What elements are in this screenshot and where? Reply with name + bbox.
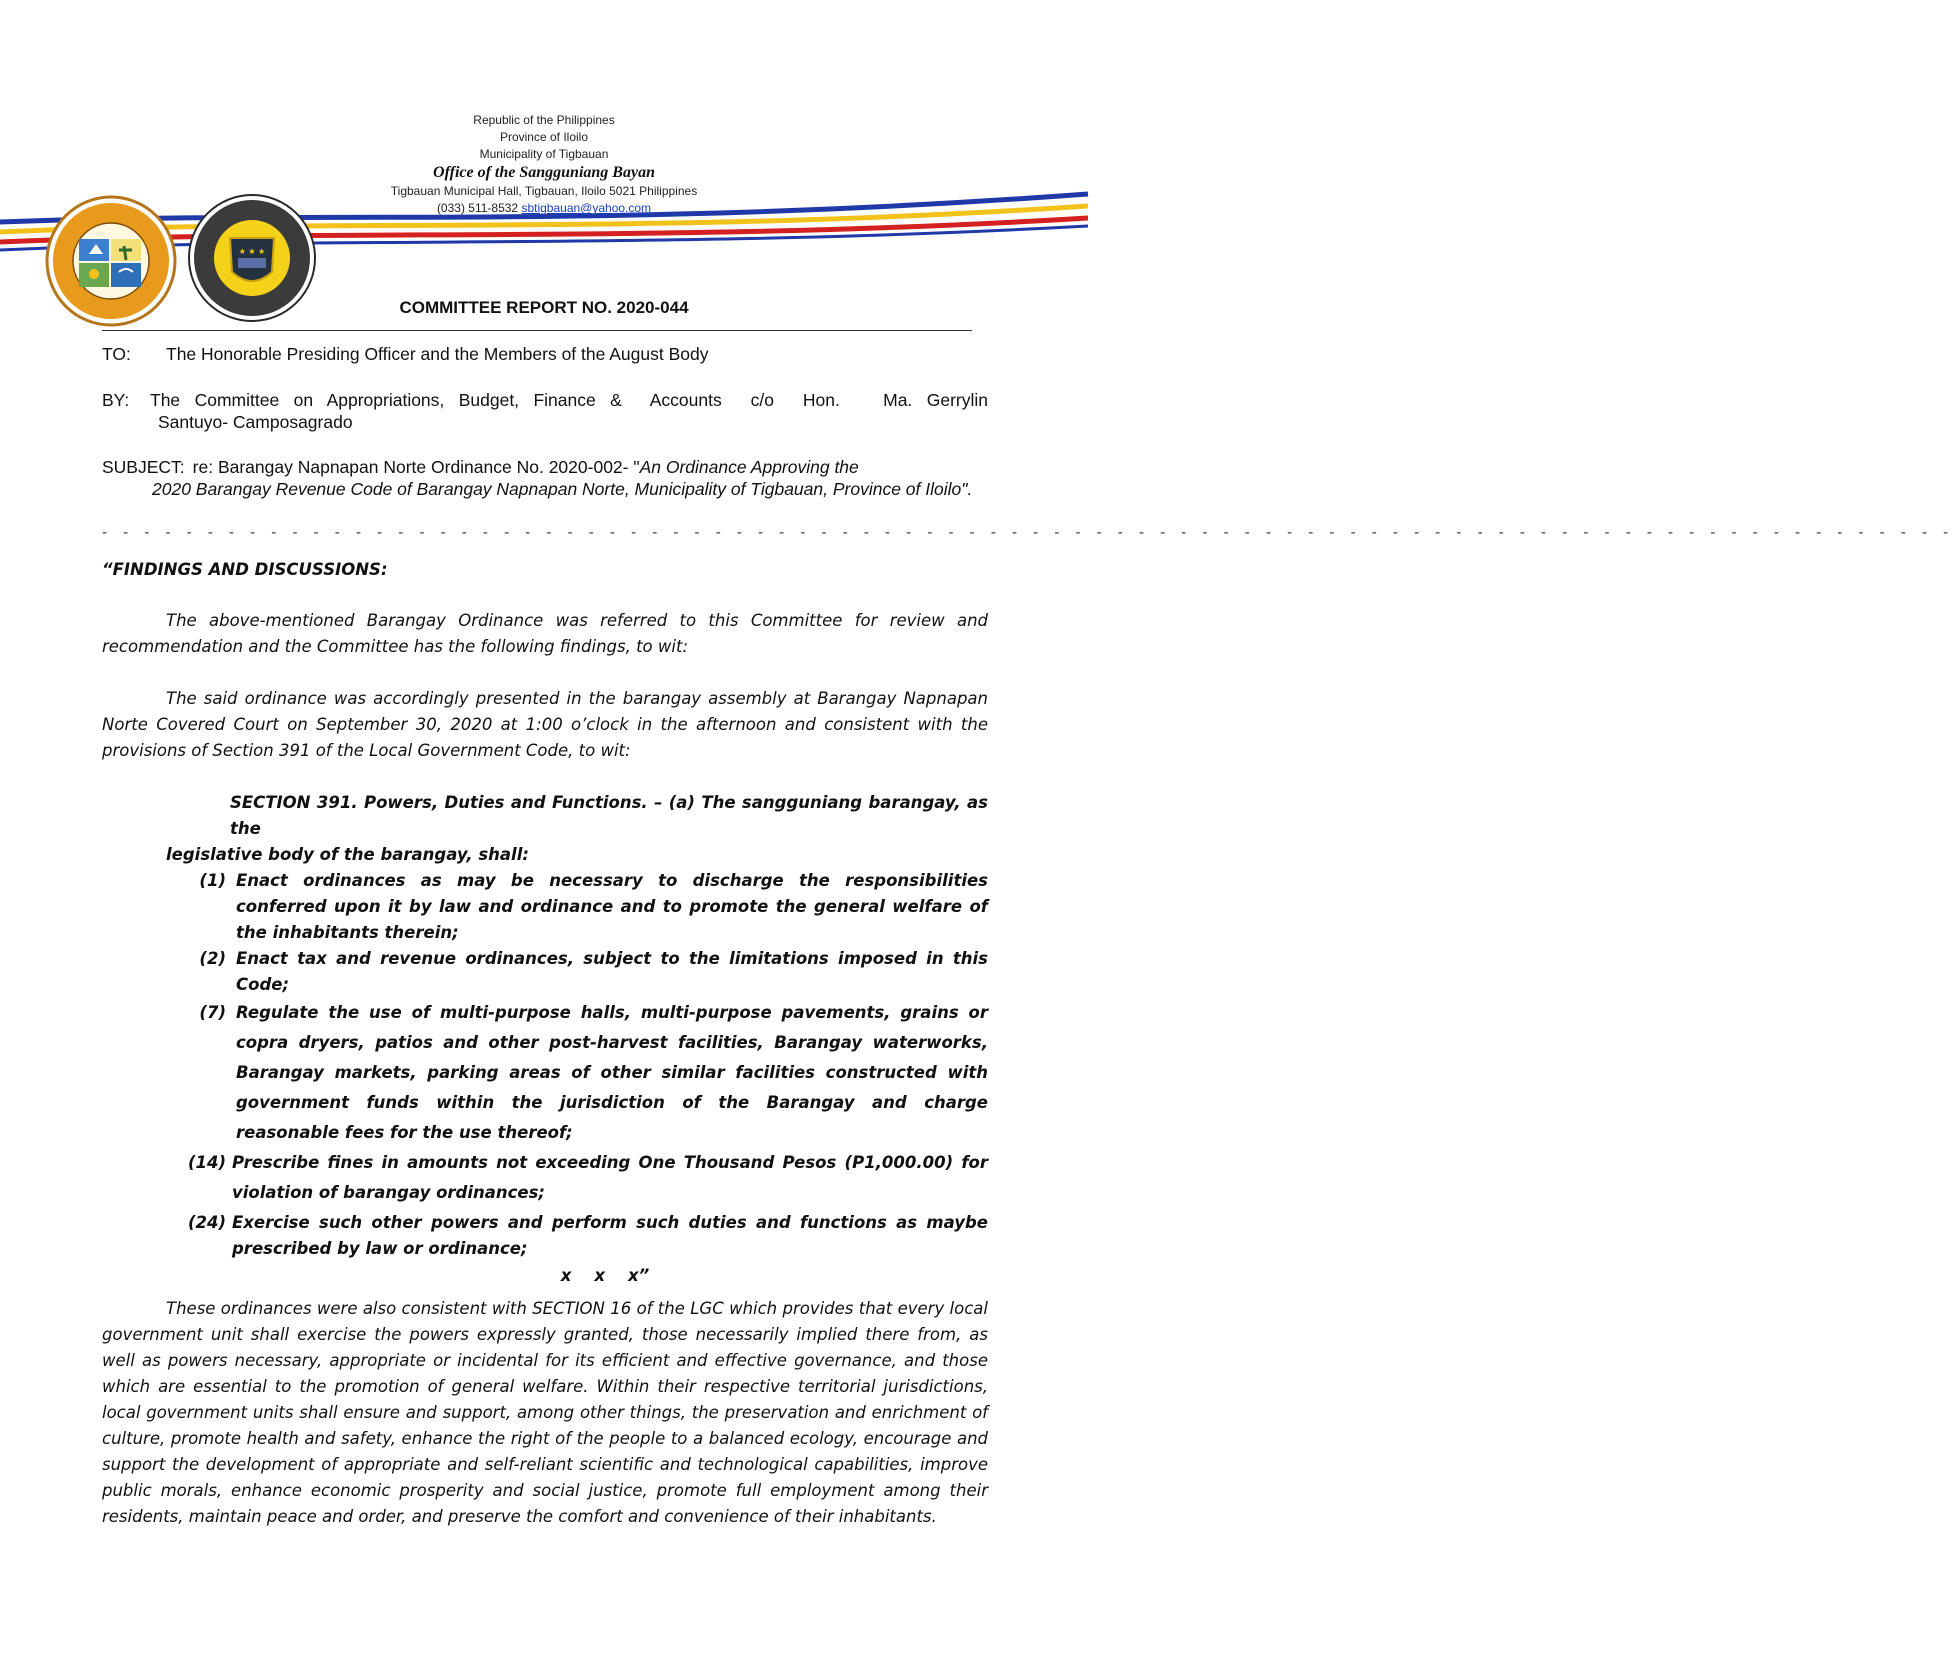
letterhead-office: Office of the Sangguniang Bayan xyxy=(433,164,655,181)
subject-line xyxy=(102,456,988,478)
memo-by xyxy=(102,389,988,433)
letterhead-phone: (033) 511-8532 xyxy=(436,201,519,215)
letterhead-address: Tigbauan Municipal Hall, Tigbauan, Iloilo 5021 Philippines xyxy=(390,184,698,198)
item-number: (2) xyxy=(199,949,226,968)
to-text: The Honorable Presiding Officer and the Members of the August Body xyxy=(166,344,709,364)
subject-label: SUBJECT: xyxy=(102,457,185,477)
item-text: Regulate the use of multi-purpose halls, multi-purpose pavements, grains or copra dryers, patios and other post-harvest facilities, Barangay waterworks, Barangay markets, parking areas of other similar facilities constructed with government funds within the jurisdiction of the Barangay and charge reasonable fees for the use thereof; xyxy=(236,1003,988,1142)
item-text: Enact tax and revenue ordinances, subject to the limitations imposed in this Code; xyxy=(236,949,988,994)
by-text: The Committee on Appropriations, Budget, Finance & Accounts c/o Hon. Ma. Gerrylin xyxy=(150,390,988,410)
item-text: Prescribe fines in amounts not exceeding One Thousand Pesos (P1,000.00) for violation of barangay ordinances; xyxy=(232,1153,988,1202)
subject-reference: re: Barangay Napnapan Norte Ordinance No. 2020-002- " xyxy=(192,457,640,477)
by-label: BY: xyxy=(102,390,130,410)
letterhead-province: Province of Iloilo xyxy=(499,130,589,144)
memo-to xyxy=(102,343,988,365)
memo-subject xyxy=(102,456,988,500)
ellipsis-marker: x x x” xyxy=(560,1266,650,1285)
subject-title-start: An Ordinance Approving the xyxy=(639,457,859,477)
item-number: (14) xyxy=(187,1153,226,1172)
svg-text:★ ★ ★: ★ ★ ★ xyxy=(238,247,266,256)
findings-paragraph-2: The said ordinance was accordingly presented in the barangay assembly at Barangay Napnapan Norte Covered Court on September 30, 2020 at 1:00 o’clock in the afternoon and consistent with the provisions of Section 391 of the Local Government Code, to wit: xyxy=(102,689,988,760)
to-label: TO: xyxy=(102,344,131,364)
letterhead-contact xyxy=(0,200,1088,217)
section-391-heading xyxy=(102,790,988,868)
section-391-line-1: SECTION 391. Powers, Duties and Functions. – (a) The sangguniang barangay, as the xyxy=(230,793,988,838)
letterhead-republic: Republic of the Philippines xyxy=(473,113,615,127)
list-item xyxy=(102,868,988,946)
by-text-continued: Santuyo- Camposagrado xyxy=(158,412,353,432)
list-item xyxy=(102,998,988,1148)
item-number: (7) xyxy=(199,1003,226,1022)
section-391-items xyxy=(102,868,988,1290)
letterhead xyxy=(0,112,1088,217)
findings-paragraph-3: These ordinances were also consistent with SECTION 16 of the LGC which provides that every local government unit shall exercise the powers expressly granted, those necessarily implied there from, as well as powers necessary, appropriate or incidental for its efficient and effective governance, and those which are essential to the promotion of general welfare. Within their respective territorial jurisdictions, local government units shall ensure and support, among other things, the preservation and enrichment of culture, promote health and safety, enhance the right of the people to a balanced ecology, encourage and support the development of appropriate and self-reliant scientific and technological capabilities, improve public morals, enhance economic prosperity and social justice, promote full employment among their residents, maintain peace and order, and preserve the comfort and convenience of their inhabitants. xyxy=(102,1299,988,1526)
list-item xyxy=(102,1148,988,1208)
item-number: (24) xyxy=(187,1213,226,1232)
item-text: Enact ordinances as may be necessary to discharge the responsibilities conferred upon it by law and ordinance and to promote the general welfare of the inhabitants therein; xyxy=(236,871,988,942)
list-item xyxy=(102,1210,988,1262)
report-title: COMMITTEE REPORT NO. 2020-044 xyxy=(399,298,689,317)
list-item xyxy=(102,946,988,998)
dashed-separator: - - - - - - - - - - - - - - - - - - - - - - - - - - - - - - - - - - - - - - - - - - - - - - - - - - - - - - - - - - - - - - - - - - - - - - - - - - - - - - - - - - - - - - - - xyxy=(102,524,1954,541)
subject-title-continued: 2020 Barangay Revenue Code of Barangay Napnapan Norte, Municipality of Tigbauan, Province of Iloilo". xyxy=(152,479,973,499)
title-underline xyxy=(102,330,972,331)
findings-heading: “FINDINGS AND DISCUSSIONS: xyxy=(102,560,388,579)
letterhead-municipality: Municipality of Tigbauan xyxy=(479,147,609,161)
section-391-line-2: legislative body of the barangay, shall: xyxy=(166,845,529,864)
item-text: Exercise such other powers and perform such duties and functions as maybe prescribed by law or ordinance; xyxy=(232,1213,988,1258)
by-line xyxy=(102,389,988,411)
findings-paragraph-1: The above-mentioned Barangay Ordinance was referred to this Committee for review and recommendation and the Committee has the following findings, to wit: xyxy=(102,611,988,656)
letterhead-email-link[interactable]: sbtigbauan@yahoo.com xyxy=(521,201,652,215)
item-number: (1) xyxy=(199,871,226,890)
